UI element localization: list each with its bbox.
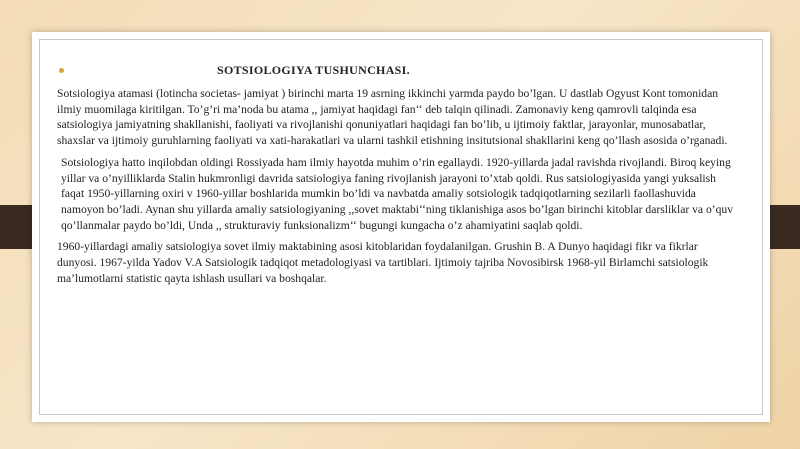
bullet-icon [59, 68, 64, 73]
slide-content [57, 63, 739, 292]
slide-title: SOTSIOLOGIYA TUSHUNCHASI. [217, 63, 410, 77]
slide [32, 32, 770, 422]
decorative-band-left [0, 205, 34, 249]
paragraph-2: Sotsiologiya hatto inqilobdan oldingi Rossiyada ham ilmiy hayotda muhim o’rin egallaydi. 1920-yillarda jadal ravishda rivojlandi. Biroq keying yillar va o’nyilliklarda Stalin hukmronligi davrida satsiologiya faning rivojlanish jarayoni to’xtab qoldi. Rus satsiologiyasida yangi yuksalish faqat 1950-yillarning oxiri v 1960-yillar boshlarida mumkin bo’ldi va navbatda amaliy sotsiologik tadqiqotlarning sezilarli faollashuvida namoyon bo’ladi. Aynan shu yillarda amaliy satsiologiyaning ,,sovet maktabi‘‘ning tiklanishiga asos bo’lgan birinchi kitoblar darsliklar va o’quv qo’llanmalar paydo bo’ldi, Unda ,, strukturaviy funksionalizm‘‘ bugungi kungacha o’z ahamiyatini saqlab qoldi. [61, 155, 733, 232]
title-row [57, 63, 739, 86]
paragraph-3: 1960-yillardagi amaliy satsiologiya sovet ilmiy maktabining asosi kitoblaridan foydalanilgan. Grushin B. A Dunyo haqidagi fikr va fikrlar dunyosi. 1967-yilda Yadov V.A Satsiologik tadqiqot metadologiyasi va tartiblari. Ijtimoiy tajriba Novosibirsk 1968-yil Birlamchi satsiologik ma’lumotlarni statistic qayta ishlash usullari va boshqalar. [57, 240, 709, 285]
paragraph-1: Sotsiologiya atamasi (lotincha societas- jamiyat ) birinchi marta 19 asrning ikkinchi yarmda paydo bo’lgan. U dastlab Ogyust Kont tomonidan ilmiy muomilaga kiritilgan. To’g’ri ma’noda bu atama ,, jamiyat haqidagi fan‘‘ deb talqin qilinadi. Zamonaviy keng qamrovli talqinda esa satsiologiya jamiyatning shakllanishi, faoliyati va rivojlanishi qonuniyatlari haqidagi fan bo’lib, u ijtimoiy faktlar, jarayonlar, munosabatlar, shaxslar va ijtimoiy guruhlarning faoliyati va xati-harakatlari va ularni tashkil etishning insitutsional shakllarini keng qo’llash asosida o’rganadi. [57, 87, 728, 148]
